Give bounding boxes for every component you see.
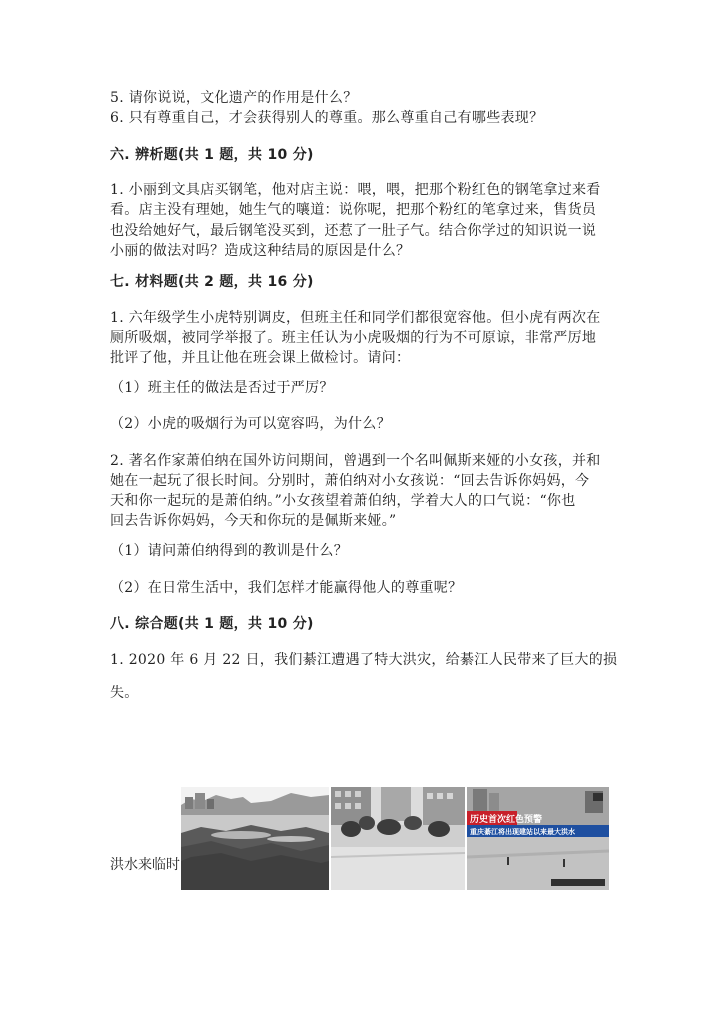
section-6-q1-line: 1. 小丽到文具店买钢笔，他对店主说：喂，喂，把那个粉红色的钢笔拿过来看: [110, 182, 601, 198]
section-7-q1-sub1: （1）班主任的做法是否过于严厉？: [110, 380, 334, 396]
section-6-heading: 六. 辨析题(共 1 题，共 10 分): [110, 147, 314, 163]
section-6-q1-line: 小丽的做法对吗？造成这种结局的原因是什么？: [110, 243, 411, 259]
section-6-q1-line: 也没给她好气，最后钢笔没买到，还惹了一肚子气。结合你学过的知识说一说: [110, 223, 597, 239]
news-banner-subtitle: 重庆綦江将出现建站以来最大洪水: [470, 828, 575, 836]
question-6: 6. 只有尊重自己，才会获得别人的尊重。那么尊重自己有哪些表现？: [110, 110, 544, 126]
section-7-q2-line: 天和你一起玩的是萧伯纳。”小女孩望着萧伯纳，学着大人的口气说：“你也: [110, 493, 576, 509]
flood-photo-river: [181, 787, 329, 890]
section-7-q1-sub2: （2）小虎的吸烟行为可以宽容吗，为什么？: [110, 416, 391, 432]
section-7-heading: 七. 材料题(共 2 题，共 16 分): [110, 274, 314, 290]
section-7-q1-line: 1. 六年级学生小虎特别调皮，但班主任和同学们都很宽容他。但小虎有两次在: [110, 310, 601, 326]
photo-caption: 洪水来临时: [110, 857, 180, 873]
flood-photo-street: [331, 787, 465, 890]
section-8-heading: 八. 综合题(共 1 题，共 10 分): [110, 616, 314, 632]
news-banner-title: 历史首次红色预警: [470, 815, 543, 825]
section-7-q2-sub2: （2）在日常生活中，我们怎样才能赢得他人的尊重呢？: [110, 580, 463, 596]
section-8-q1-line: 1. 2020 年 6 月 22 日，我们綦江遭遇了特大洪灾，给綦江人民带来了巨大的损: [110, 652, 618, 668]
section-7-q2-sub1: （1）请问萧伯纳得到的教训是什么？: [110, 543, 349, 559]
section-8-q1-line: 失。: [110, 685, 139, 701]
section-7-q2-line: 2. 著名作家萧伯纳在国外访问期间，曾遇到一个名叫佩斯来娅的小女孩，并和: [110, 453, 601, 469]
flood-photo-news: [467, 787, 609, 890]
section-6-q1-line: 看。店主没有理她，她生气的嚷道：说你呢，把那个粉红的笔拿过来，售货员: [110, 202, 597, 218]
section-7-q2-line: 回去告诉你妈妈，今天和你玩的是佩斯来娅。”: [110, 513, 397, 529]
section-7-q1-line: 批评了他，并且让他在班会课上做检讨。请问：: [110, 350, 411, 366]
section-7-q1-line: 厕所吸烟，被同学举报了。班主任认为小虎吸烟的行为不可原谅，非常严厉地: [110, 330, 597, 346]
section-7-q2-line: 她在一起玩了很长时间。分别时，萧伯纳对小女孩说：“回去告诉你妈妈，今: [110, 473, 590, 489]
question-5: 5. 请你说说，文化遗产的作用是什么？: [110, 90, 358, 106]
